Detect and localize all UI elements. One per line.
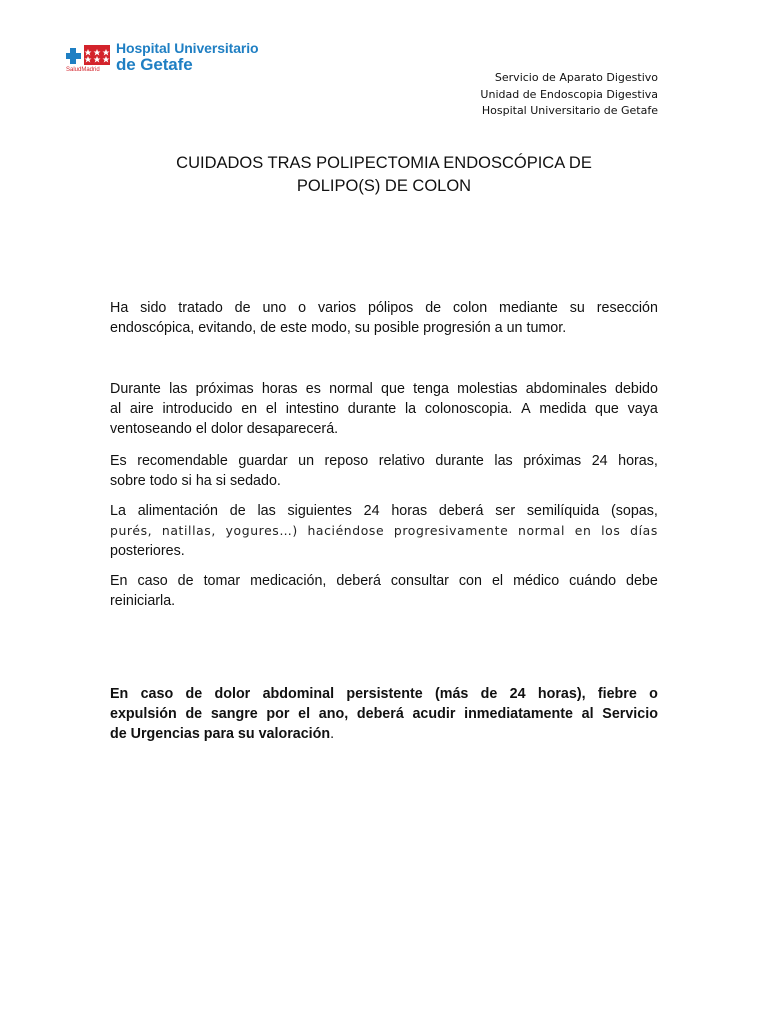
word: horas, [618,453,658,469]
department-line: Unidad de Endoscopia Digestiva [480,87,658,101]
justified-line [110,521,658,541]
word: aire [129,401,154,417]
word: cuándo [569,573,617,589]
word: ano, [318,706,349,722]
word: sido [140,300,167,316]
word: durante [347,401,397,417]
paragraph-line: ventoseando el dolor desaparecerá. [110,421,339,437]
word: por [266,706,290,722]
logo-line-2: de Getafe [116,55,193,74]
word: molestias [457,381,518,397]
word: ser [495,503,516,519]
word: introducido [162,401,233,417]
document-title [110,152,658,198]
word: progresivamente [393,523,509,538]
word: en [574,523,592,538]
word: un [298,453,315,469]
justified-line [110,399,658,419]
word: pólipos [368,300,414,316]
paragraph-line: endoscópica, evitando, de este modo, su posible progresión a un tumor. [110,320,567,336]
paragraph-medication [110,571,658,611]
word: la [405,401,417,417]
word: las [494,453,513,469]
word: de [229,503,246,519]
word: (sopas, [610,503,658,519]
word: deberá [356,706,404,722]
department-line: Hospital Universitario de Getafe [481,104,658,117]
word: acudir [412,706,456,722]
logo-wordmark [116,40,259,74]
paragraph-line: sobre todo si ha si sedado. [110,473,281,489]
warning-paragraph [110,684,658,744]
word: colonoscopia. [424,401,513,417]
word: que [595,401,619,417]
word: Es [110,453,127,469]
word: haciéndose [307,523,385,538]
word: abdominales [525,381,607,397]
word: uno [262,300,287,316]
word: recomendable [137,453,228,469]
word: caso [140,686,174,702]
word: o [649,686,658,702]
word: normal [518,523,566,538]
word: al [110,401,122,417]
word: relativo [378,453,425,469]
paragraph-line [110,724,658,744]
word: inmediatamente [464,706,573,722]
word: o [298,300,307,316]
word: debe [626,573,658,589]
word: su [569,300,585,316]
word: consultar [390,573,449,589]
paragraph-diet [110,501,658,561]
justified-line [110,571,658,591]
logo-subtitle: SaludMadrid [66,67,100,73]
word: dolor [214,686,251,702]
word: las [169,381,188,397]
department-line: Servicio de Aparato Digestivo [494,71,658,84]
word: siguientes [287,503,352,519]
justified-line [110,451,658,471]
justified-line [110,298,658,318]
word: medida [539,401,587,417]
word: horas [391,503,428,519]
word: La [110,503,126,519]
department-info [480,70,658,120]
justified-line [110,501,658,521]
word: purés, [110,523,153,538]
word: tratado [178,300,223,316]
word: de [480,686,498,702]
word: reposo [324,453,369,469]
word: el [491,573,504,589]
word: abdominal [262,686,335,702]
paragraph-line: posteriores. [110,543,185,559]
word: de [185,706,203,722]
word: alimentación [137,503,218,519]
word: las [257,503,276,519]
paragraph-rest [110,451,658,491]
word: persistente [346,686,423,702]
warning-period: . [330,726,335,742]
word: el [298,706,311,722]
title-line: POLIPO(S) DE COLON [296,177,472,195]
word: tenga [413,381,449,397]
justified-line [110,684,658,704]
word: el [265,401,277,417]
word: con [458,573,482,589]
paragraph-line: reiniciarla. [110,593,176,609]
word: horas [261,381,298,397]
word: vaya [627,401,658,417]
word: de [425,300,442,316]
word: los [601,523,621,538]
word: normal [329,381,373,397]
word: es [305,381,321,397]
word: que [381,381,405,397]
word: (más [434,686,469,702]
word: guardar [238,453,288,469]
word: al [581,706,594,722]
word: próximas [523,453,582,469]
word: A [521,401,531,417]
word: sangre [210,706,258,722]
word: 24 [509,686,526,702]
word: 24 [591,453,608,469]
word: Ha [110,300,129,316]
word: colon [452,300,488,316]
word: varios [318,300,357,316]
hospital-logo [66,40,266,74]
word: semilíquida [526,503,600,519]
word: debido [615,381,658,397]
word: de [177,573,194,589]
word: intestino [285,401,339,417]
paragraph-treatment [110,298,658,338]
word: fiebre [597,686,637,702]
justified-line [110,379,658,399]
word: medicación, [250,573,327,589]
word: horas), [537,686,586,702]
word: caso [137,573,168,589]
warning-last-text: de Urgencias para su valoración [110,726,331,742]
word: días [630,523,658,538]
word: de [185,686,203,702]
word: deberá [438,503,484,519]
word: en [241,401,258,417]
word: natillas, [161,523,216,538]
word: tomar [203,573,241,589]
word: médico [513,573,560,589]
word: mediante [499,300,558,316]
word: yogures…) [225,523,298,538]
word: deberá [336,573,381,589]
word: resección [596,300,658,316]
word: En [110,573,128,589]
word: durante [435,453,484,469]
word: próximas [195,381,254,397]
logo-line-1: Hospital Universitario [116,40,259,56]
word: 24 [363,503,380,519]
paragraph-discomfort [110,379,658,439]
word: En [110,686,129,702]
word: expulsión [110,706,177,722]
title-line: CUIDADOS TRAS POLIPECTOMIA ENDOSCÓPICA DE [176,154,592,172]
word: Durante [110,381,161,397]
word: de [234,300,251,316]
justified-line [110,704,658,724]
word: Servicio [602,706,658,722]
